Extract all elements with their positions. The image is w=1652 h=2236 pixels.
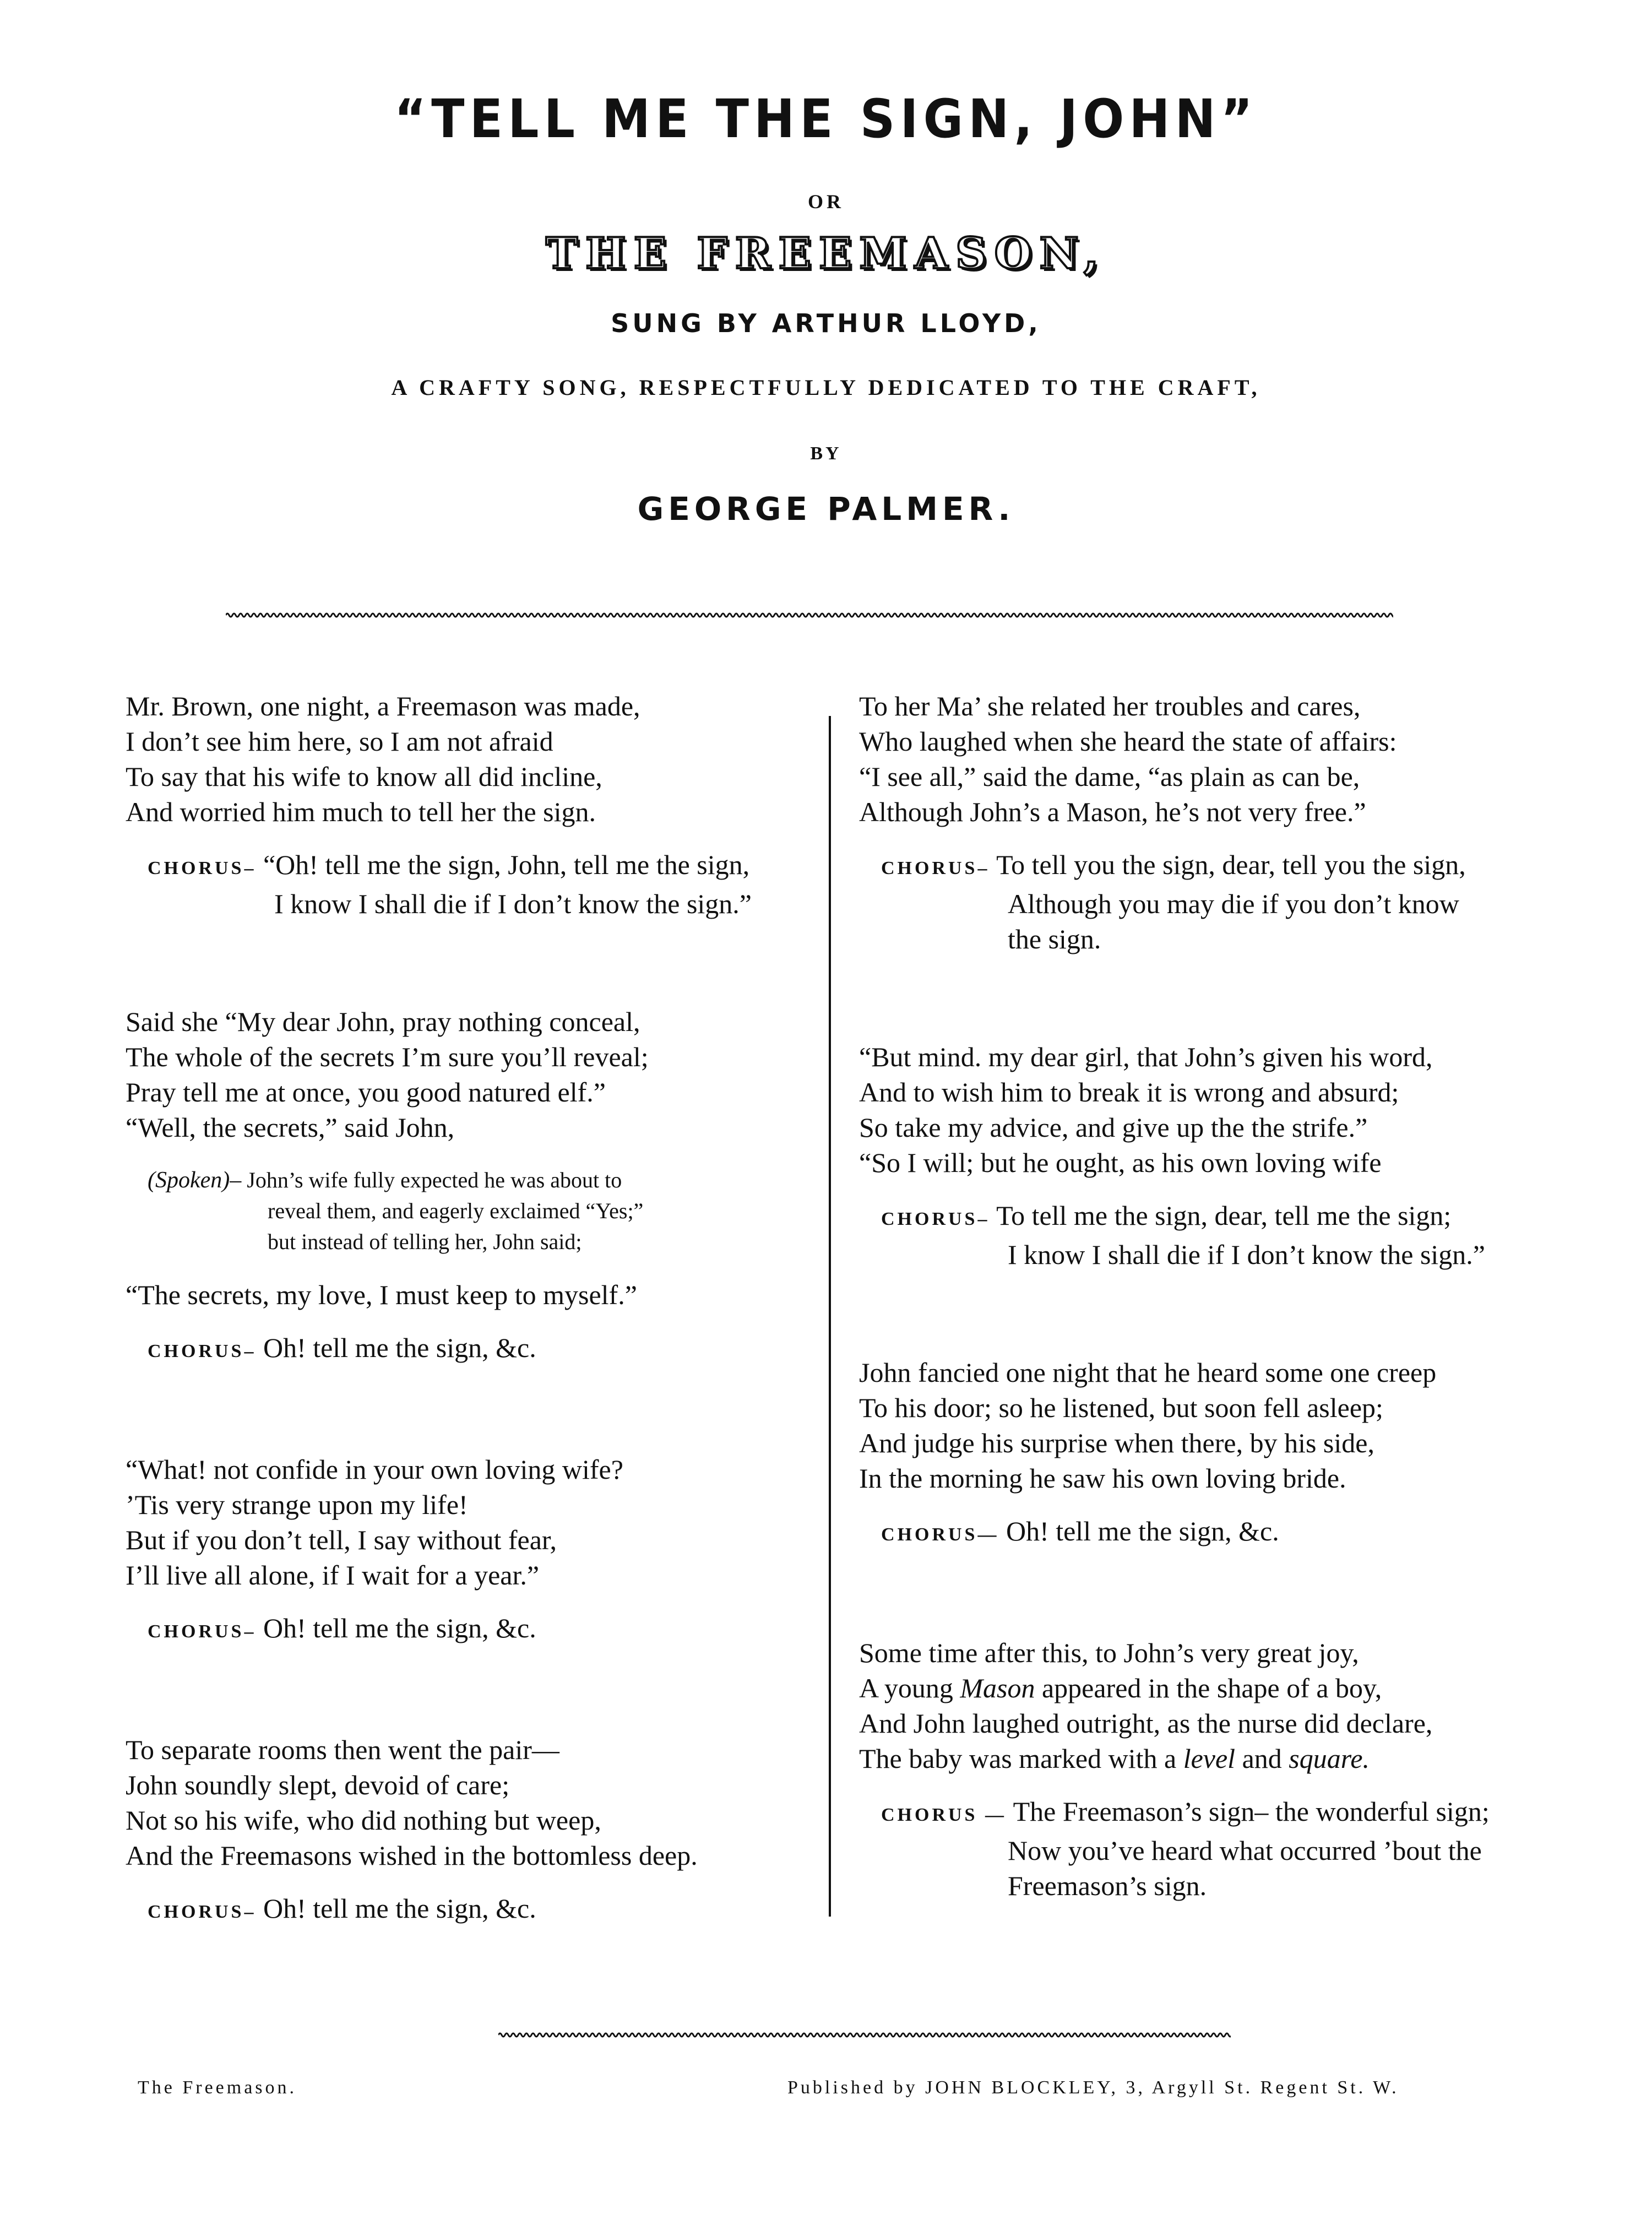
verse-line: “So I will; but he ought, as his own loving wife (859, 1147, 1382, 1178)
verse-text: A young (859, 1673, 960, 1703)
verse-line: “The secrets, my love, I must keep to myself.” (126, 1279, 637, 1310)
verse-1 (126, 688, 819, 829)
author-name: GEORGE PALMER. (637, 490, 1015, 528)
verse-text: The baby was marked with a (859, 1743, 1183, 1774)
chorus-line: Although you may die if you don’t know (1008, 888, 1459, 919)
verse-line: And the Freemasons wished in the bottomless deep. (126, 1840, 698, 1871)
verse-line: I’ll live all alone, if I wait for a year.” (126, 1560, 540, 1591)
chorus-5 (881, 847, 1553, 957)
footer-title: The Freemason. (138, 2077, 297, 2098)
chorus-line: To tell me the sign, dear, tell me the sign; (996, 1200, 1452, 1231)
spoken-line: reveal them, and eagerly exclaimed “Yes;” (268, 1198, 644, 1223)
footer-publisher: Published by JOHN BLOCKLEY, 3, Argyll St. Regent St. W. (787, 2077, 1399, 2098)
verse-line: I don’t see him here, so I am not afraid (126, 726, 553, 757)
left-column (126, 688, 819, 1930)
spoken-line: but instead of telling her, John said; (268, 1229, 582, 1254)
verse-2-end (126, 1277, 819, 1312)
verse-line: To her Ma’ she related her troubles and cares, (859, 691, 1361, 721)
spoken-label: (Spoken)– (148, 1168, 242, 1193)
chorus-4 (148, 1891, 819, 1930)
verse-6 (859, 1039, 1553, 1180)
verse-text: appeared in the shape of a boy, (1035, 1673, 1382, 1703)
chorus-label: CHORUS — (881, 1805, 1007, 1825)
verse-line: “I see all,” said the dame, “as plain as can be, (859, 761, 1360, 792)
chorus-label: CHORUS– (148, 1341, 257, 1361)
chorus-2 (148, 1330, 819, 1369)
verse-line (859, 1670, 1553, 1706)
chorus-label: CHORUS– (148, 858, 257, 878)
verse-3 (126, 1452, 819, 1593)
verse-8 (859, 1635, 1553, 1776)
chorus-8 (881, 1794, 1553, 1903)
song-title: “TELL ME THE SIGN, JOHN” (394, 88, 1258, 150)
chorus-3 (148, 1610, 819, 1649)
emphasis-level: level (1183, 1743, 1236, 1774)
verse-line: “What! not confide in your own loving wife? (126, 1454, 623, 1485)
chorus-label: CHORUS– (148, 1621, 257, 1642)
verse-line (859, 1741, 1553, 1776)
chorus-line: The Freemason’s sign– the wonderful sign; (1013, 1796, 1490, 1827)
chorus-line: Oh! tell me the sign, &c. (263, 1332, 536, 1363)
verse-line: In the morning he saw his own loving bride. (859, 1463, 1346, 1494)
chorus-line: I know I shall die if I don’t know the sign.” (274, 888, 752, 919)
or-label: OR (808, 191, 844, 213)
verse-4 (126, 1732, 819, 1873)
chorus-line: Oh! tell me the sign, &c. (1006, 1516, 1279, 1546)
emphasis-mason: Mason (960, 1673, 1035, 1703)
emphasis-square: square. (1289, 1743, 1370, 1774)
verse-line: Who laughed when she heard the state of affairs: (859, 726, 1397, 757)
verse-line: Mr. Brown, one night, a Freemason was made, (126, 691, 640, 721)
by-label: BY (810, 443, 842, 464)
chorus-label: CHORUS– (148, 1902, 257, 1922)
spoken-line: John’s wife fully expected he was about to (247, 1168, 622, 1192)
column-divider (829, 716, 831, 1917)
chorus-line: I know I shall die if I don’t know the sign.” (1008, 1239, 1485, 1270)
verse-7 (859, 1355, 1553, 1496)
spoken-aside (148, 1165, 819, 1257)
chorus-line: “Oh! tell me the sign, John, tell me the sign, (263, 849, 750, 880)
chorus-line: Freemason’s sign. (1008, 1870, 1207, 1901)
verse-line: Some time after this, to John’s very great joy, (859, 1637, 1359, 1668)
chorus-1 (148, 847, 819, 921)
verse-line: Said she “My dear John, pray nothing conceal, (126, 1006, 640, 1037)
verse-line: And judge his surprise when there, by his side, (859, 1428, 1374, 1458)
verse-line: To say that his wife to know all did incline, (126, 761, 602, 792)
verse-text: and (1235, 1743, 1289, 1774)
verse-line: And John laughed outright, as the nurse did declare, (859, 1708, 1433, 1739)
chorus-6 (881, 1198, 1553, 1272)
verse-line: Not so his wife, who did nothing but weep, (126, 1805, 601, 1836)
verse-line: So take my advice, and give up the the strife.” (859, 1112, 1368, 1143)
chorus-line: Oh! tell me the sign, &c. (263, 1613, 536, 1643)
chorus-line: Now you’ve heard what occurred ’bout the (1008, 1835, 1482, 1866)
dedication-line: A CRAFTY SONG, RESPECTFULLY DEDICATED TO THE CRAFT, (391, 375, 1261, 400)
verse-line: “But mind. my dear girl, that John’s given his word, (859, 1041, 1433, 1072)
verse-line: The whole of the secrets I’m sure you’ll reveal; (126, 1041, 649, 1072)
wavy-rule-bottom (498, 2031, 1231, 2039)
verse-line: Although John’s a Mason, he’s not very free.” (859, 796, 1366, 827)
verse-line: And to wish him to break it is wrong and absurd; (859, 1077, 1399, 1108)
verse-5 (859, 688, 1553, 829)
verse-line: And worried him much to tell her the sign. (126, 796, 596, 827)
verse-line: John fancied one night that he heard some one creep (859, 1357, 1437, 1388)
verse-line: John soundly slept, devoid of care; (126, 1770, 510, 1800)
verse-2 (126, 1004, 819, 1145)
song-subtitle: THE FREEMASON, (545, 229, 1107, 279)
chorus-label: CHORUS— (881, 1524, 999, 1545)
chorus-label: CHORUS– (881, 858, 990, 878)
sung-by-line: SUNG BY ARTHUR LLOYD, (611, 308, 1041, 338)
verse-line: “Well, the secrets,” said John, (126, 1112, 455, 1143)
chorus-line: Oh! tell me the sign, &c. (263, 1893, 536, 1924)
chorus-line: the sign. (1008, 924, 1101, 954)
chorus-label: CHORUS– (881, 1209, 990, 1229)
verse-line: To separate rooms then went the pair— (126, 1734, 559, 1765)
chorus-7 (881, 1513, 1553, 1553)
right-column (859, 688, 1553, 1903)
verse-line: ’Tis very strange upon my life! (126, 1489, 468, 1520)
verse-line: Pray tell me at once, you good natured elf.” (126, 1077, 606, 1108)
chorus-line: To tell you the sign, dear, tell you the sign, (996, 849, 1466, 880)
verse-line: But if you don’t tell, I say without fear, (126, 1524, 557, 1555)
wavy-rule-top (226, 611, 1393, 619)
verse-line: To his door; so he listened, but soon fell asleep; (859, 1392, 1383, 1423)
